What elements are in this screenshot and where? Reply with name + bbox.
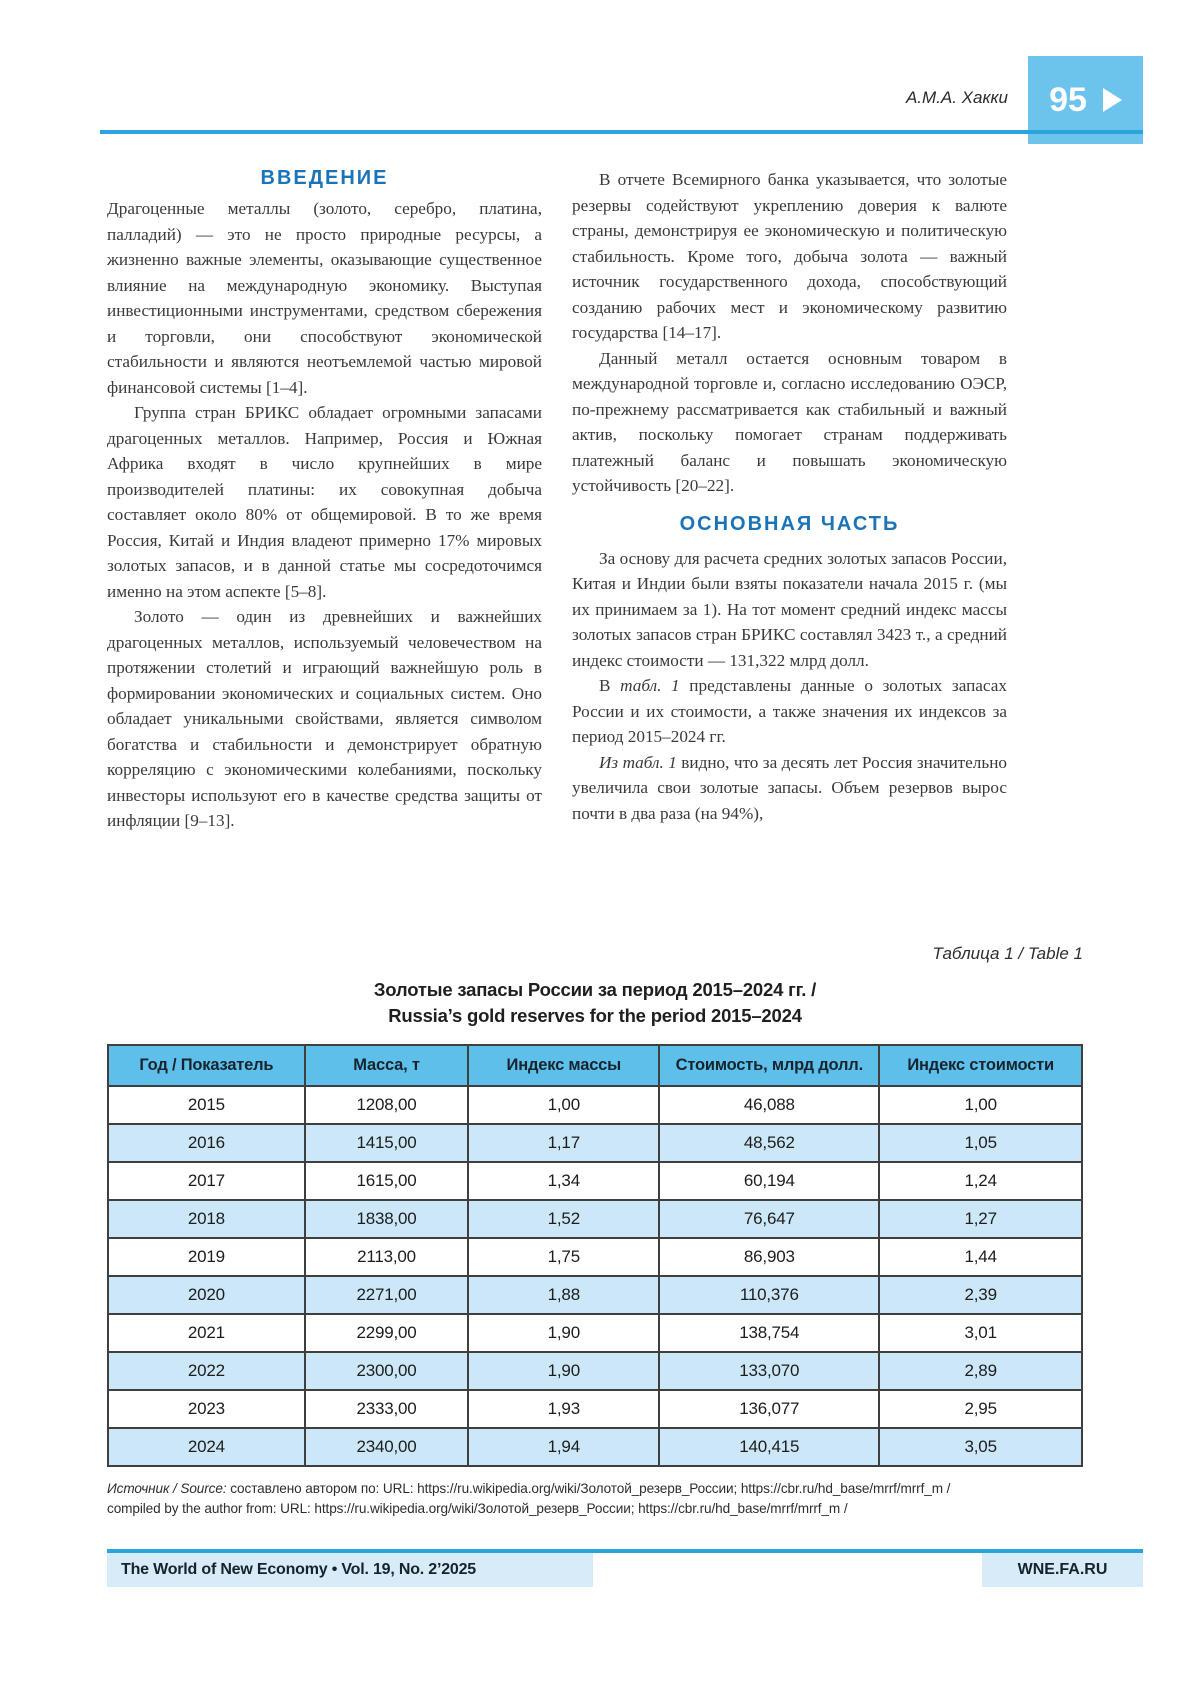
text-segment: В отчете Всемирного банка указывается, что золотые резервы содействуют укреплению доверия к валюте страны, демонстрируя ее экономическую и политическую стабильность. Кроме того, добыча золота — важный источник государственного дохода, способствующий созданию рабочих мест и экономическому развитию государства [14–17]. <box>572 170 1007 342</box>
table-cell: 1,88 <box>468 1276 659 1314</box>
paragraph <box>572 167 1007 346</box>
table-cell: 2340,00 <box>305 1428 469 1466</box>
table-row <box>108 1428 1082 1466</box>
right-column <box>572 167 1007 834</box>
section-heading-introduction: ВВЕДЕНИЕ <box>260 167 389 189</box>
table-cell: 2299,00 <box>305 1314 469 1352</box>
paragraph <box>107 196 542 400</box>
table-row <box>108 1124 1082 1162</box>
table-cell: 1,24 <box>879 1162 1082 1200</box>
table-cell: 2022 <box>108 1352 305 1390</box>
left-column-paragraphs <box>107 196 542 834</box>
table-column-header: Год / Показатель <box>108 1045 305 1086</box>
table-cell: 2,89 <box>879 1352 1082 1390</box>
table-header-row <box>108 1045 1082 1086</box>
header-rule <box>100 130 1143 134</box>
paragraph <box>572 346 1007 499</box>
table-cell: 1,27 <box>879 1200 1082 1238</box>
text-segment: табл. 1 <box>620 676 680 695</box>
table-cell: 2021 <box>108 1314 305 1352</box>
text-segment: видно, что за десять лет Россия значительно увеличила свои золотые запасы. Объем резервов вырос почти в два раза (на 94%), <box>572 752 1007 823</box>
table-cell: 3,01 <box>879 1314 1082 1352</box>
table-cell: 133,070 <box>659 1352 879 1390</box>
text-segment: Группа стран БРИКС обладает огромными запасами драгоценных металлов. Например, Россия и Южная Африка входят в число крупнейших в мире производителей платины: их совокупная добыча составляет около 80% от общемировой. В то же время Россия, Китай и Индия владеют примерно 17% мировых золотых запасов, и в данной статье мы сосредоточимся именно на этом аспекте [5–8]. <box>107 403 542 601</box>
table-cell: 2016 <box>108 1124 305 1162</box>
right-column-paragraphs-after <box>572 546 1007 827</box>
table-cell: 1,93 <box>468 1390 659 1428</box>
table-cell: 1415,00 <box>305 1124 469 1162</box>
paragraph <box>107 604 542 834</box>
table-source-note <box>107 1479 1083 1518</box>
table-cell: 2019 <box>108 1238 305 1276</box>
table-cell: 3,05 <box>879 1428 1082 1466</box>
table-row <box>108 1390 1082 1428</box>
table-row <box>108 1086 1082 1124</box>
table-cell: 1,90 <box>468 1352 659 1390</box>
table-cell: 1,34 <box>468 1162 659 1200</box>
page-number: 95 <box>1049 81 1087 119</box>
table-cell: 2020 <box>108 1276 305 1314</box>
table-cell: 2023 <box>108 1390 305 1428</box>
table-body <box>108 1086 1082 1466</box>
table-cell: 2333,00 <box>305 1390 469 1428</box>
text-segment: Данный металл остается основным товаром в международной торговле и, согласно исследованию ОЭСР, по-прежнему рассматривается как стабильный и важный актив, поскольку помогает странам поддерживать платежный баланс и повышать экономическую устойчивость [20–22]. <box>572 348 1007 495</box>
table-row <box>108 1200 1082 1238</box>
table-cell: 2015 <box>108 1086 305 1124</box>
table-cell: 2113,00 <box>305 1238 469 1276</box>
table-column-header: Индекс стоимости <box>879 1045 1082 1086</box>
table-row <box>108 1162 1082 1200</box>
table-cell: 1,00 <box>879 1086 1082 1124</box>
table-row <box>108 1314 1082 1352</box>
table-cell: 138,754 <box>659 1314 879 1352</box>
table-cell: 2018 <box>108 1200 305 1238</box>
article-body <box>107 167 1007 834</box>
arrow-right-icon <box>1103 88 1122 112</box>
table-cell: 1,52 <box>468 1200 659 1238</box>
table-cell: 2017 <box>108 1162 305 1200</box>
table-cell: 140,415 <box>659 1428 879 1466</box>
source-label: Источник / Source: <box>107 1481 227 1496</box>
table-row <box>108 1352 1082 1390</box>
table-cell: 2300,00 <box>305 1352 469 1390</box>
table-cell: 2271,00 <box>305 1276 469 1314</box>
table-caption: Таблица 1 / Table 1 <box>932 944 1083 963</box>
paragraph <box>572 750 1007 827</box>
table-row <box>108 1238 1082 1276</box>
text-segment: табл. 1 <box>622 752 677 772</box>
footer-journal-box <box>107 1553 593 1587</box>
table-cell: 1208,00 <box>305 1086 469 1124</box>
table-cell: 86,903 <box>659 1238 879 1276</box>
table-cell: 1,17 <box>468 1124 659 1162</box>
section-heading-main-part: ОСНОВНАЯ ЧАСТЬ <box>679 512 900 535</box>
paragraph <box>107 400 542 604</box>
text-segment: В <box>599 676 621 695</box>
footer-site-label: WNE.FA.RU <box>1017 1561 1108 1578</box>
source-text-line1: составлено автором по: URL: https://ru.wikipedia.org/wiki/Золотой_резерв_России; https://cbr.ru/hd_base/mrrf/mrrf_m / <box>226 1481 951 1496</box>
table-cell: 2024 <box>108 1428 305 1466</box>
table-title-en: Russia’s gold reserves for the period 2015–2024 <box>388 1005 802 1026</box>
table-column-header: Стоимость, млрд долл. <box>659 1045 879 1086</box>
paragraph <box>572 673 1007 750</box>
table-row <box>108 1276 1082 1314</box>
table-cell: 1,44 <box>879 1238 1082 1276</box>
table-title-ru: Золотые запасы России за период 2015–2024 гг. / <box>373 979 817 1000</box>
text-segment: Драгоценные металлы (золото, серебро, платина, палладий) — это не просто природные ресурсы, а жизненно важные элементы, оказывающие существенное влияние на международную экономику. Выступая инвестиционными инструментами, средством сбережения и торговли, они способствуют экономической стабильности и являются неотъемлемой частью мировой финансовой системы [1–4]. <box>107 199 542 397</box>
text-segment: За основу для расчета средних золотых запасов России, Китая и Индии были взяты показатели начала 2015 г. (мы их принимаем за 1). На тот момент средний индекс массы золотых запасов стран БРИКС составлял 3423 т., а средний индекс стоимости — 131,322 млрд долл. <box>572 548 1007 670</box>
table-column-header: Индекс массы <box>468 1045 659 1086</box>
table-cell: 110,376 <box>659 1276 879 1314</box>
footer-site-box <box>982 1553 1143 1587</box>
table-cell: 1615,00 <box>305 1162 469 1200</box>
table-cell: 46,088 <box>659 1086 879 1124</box>
table-block <box>107 944 1083 1518</box>
text-segment: Золото — один из древнейших и важнейших драгоценных металлов, используемый человечеством на протяжении столетий и играющий важнейшую роль в формировании экономических и социальных систем. Оно обладает уникальными свойствами, является символом богатства и стабильности и демонстрирует обратную корреляцию с экономическими колебаниями, поскольку инвесторы используют его в качестве средства защиты от инфляции [9–13]. <box>107 607 542 830</box>
gold-reserves-table <box>107 1044 1083 1467</box>
text-segment: представлены данные о золотых запасах России и их стоимости, а также значения их индексов за период 2015–2024 гг. <box>572 676 1007 746</box>
table-cell: 2,95 <box>879 1390 1082 1428</box>
table-cell: 1,90 <box>468 1314 659 1352</box>
paragraph <box>572 546 1007 674</box>
table-cell: 76,647 <box>659 1200 879 1238</box>
table-cell: 1,94 <box>468 1428 659 1466</box>
table-column-header: Масса, т <box>305 1045 469 1086</box>
left-column <box>107 167 542 834</box>
table-cell: 1,75 <box>468 1238 659 1276</box>
table-cell: 60,194 <box>659 1162 879 1200</box>
table-cell: 1,00 <box>468 1086 659 1124</box>
table-cell: 136,077 <box>659 1390 879 1428</box>
table-cell: 1,05 <box>879 1124 1082 1162</box>
table-cell: 48,562 <box>659 1124 879 1162</box>
running-head-author: А.М.А. Хакки <box>905 88 1008 107</box>
source-text-line2: compiled by the author from: URL: https://ru.wikipedia.org/wiki/Золотой_резерв_России; https://cbr.ru/hd_base/mrrf/mrrf_m / <box>107 1500 848 1516</box>
text-segment: Из <box>599 752 623 772</box>
table-cell: 2,39 <box>879 1276 1082 1314</box>
table-cell: 1838,00 <box>305 1200 469 1238</box>
footer-journal-label: The World of New Economy • Vol. 19, No. 2’2025 <box>121 1561 477 1578</box>
right-column-paragraphs-before <box>572 167 1007 499</box>
